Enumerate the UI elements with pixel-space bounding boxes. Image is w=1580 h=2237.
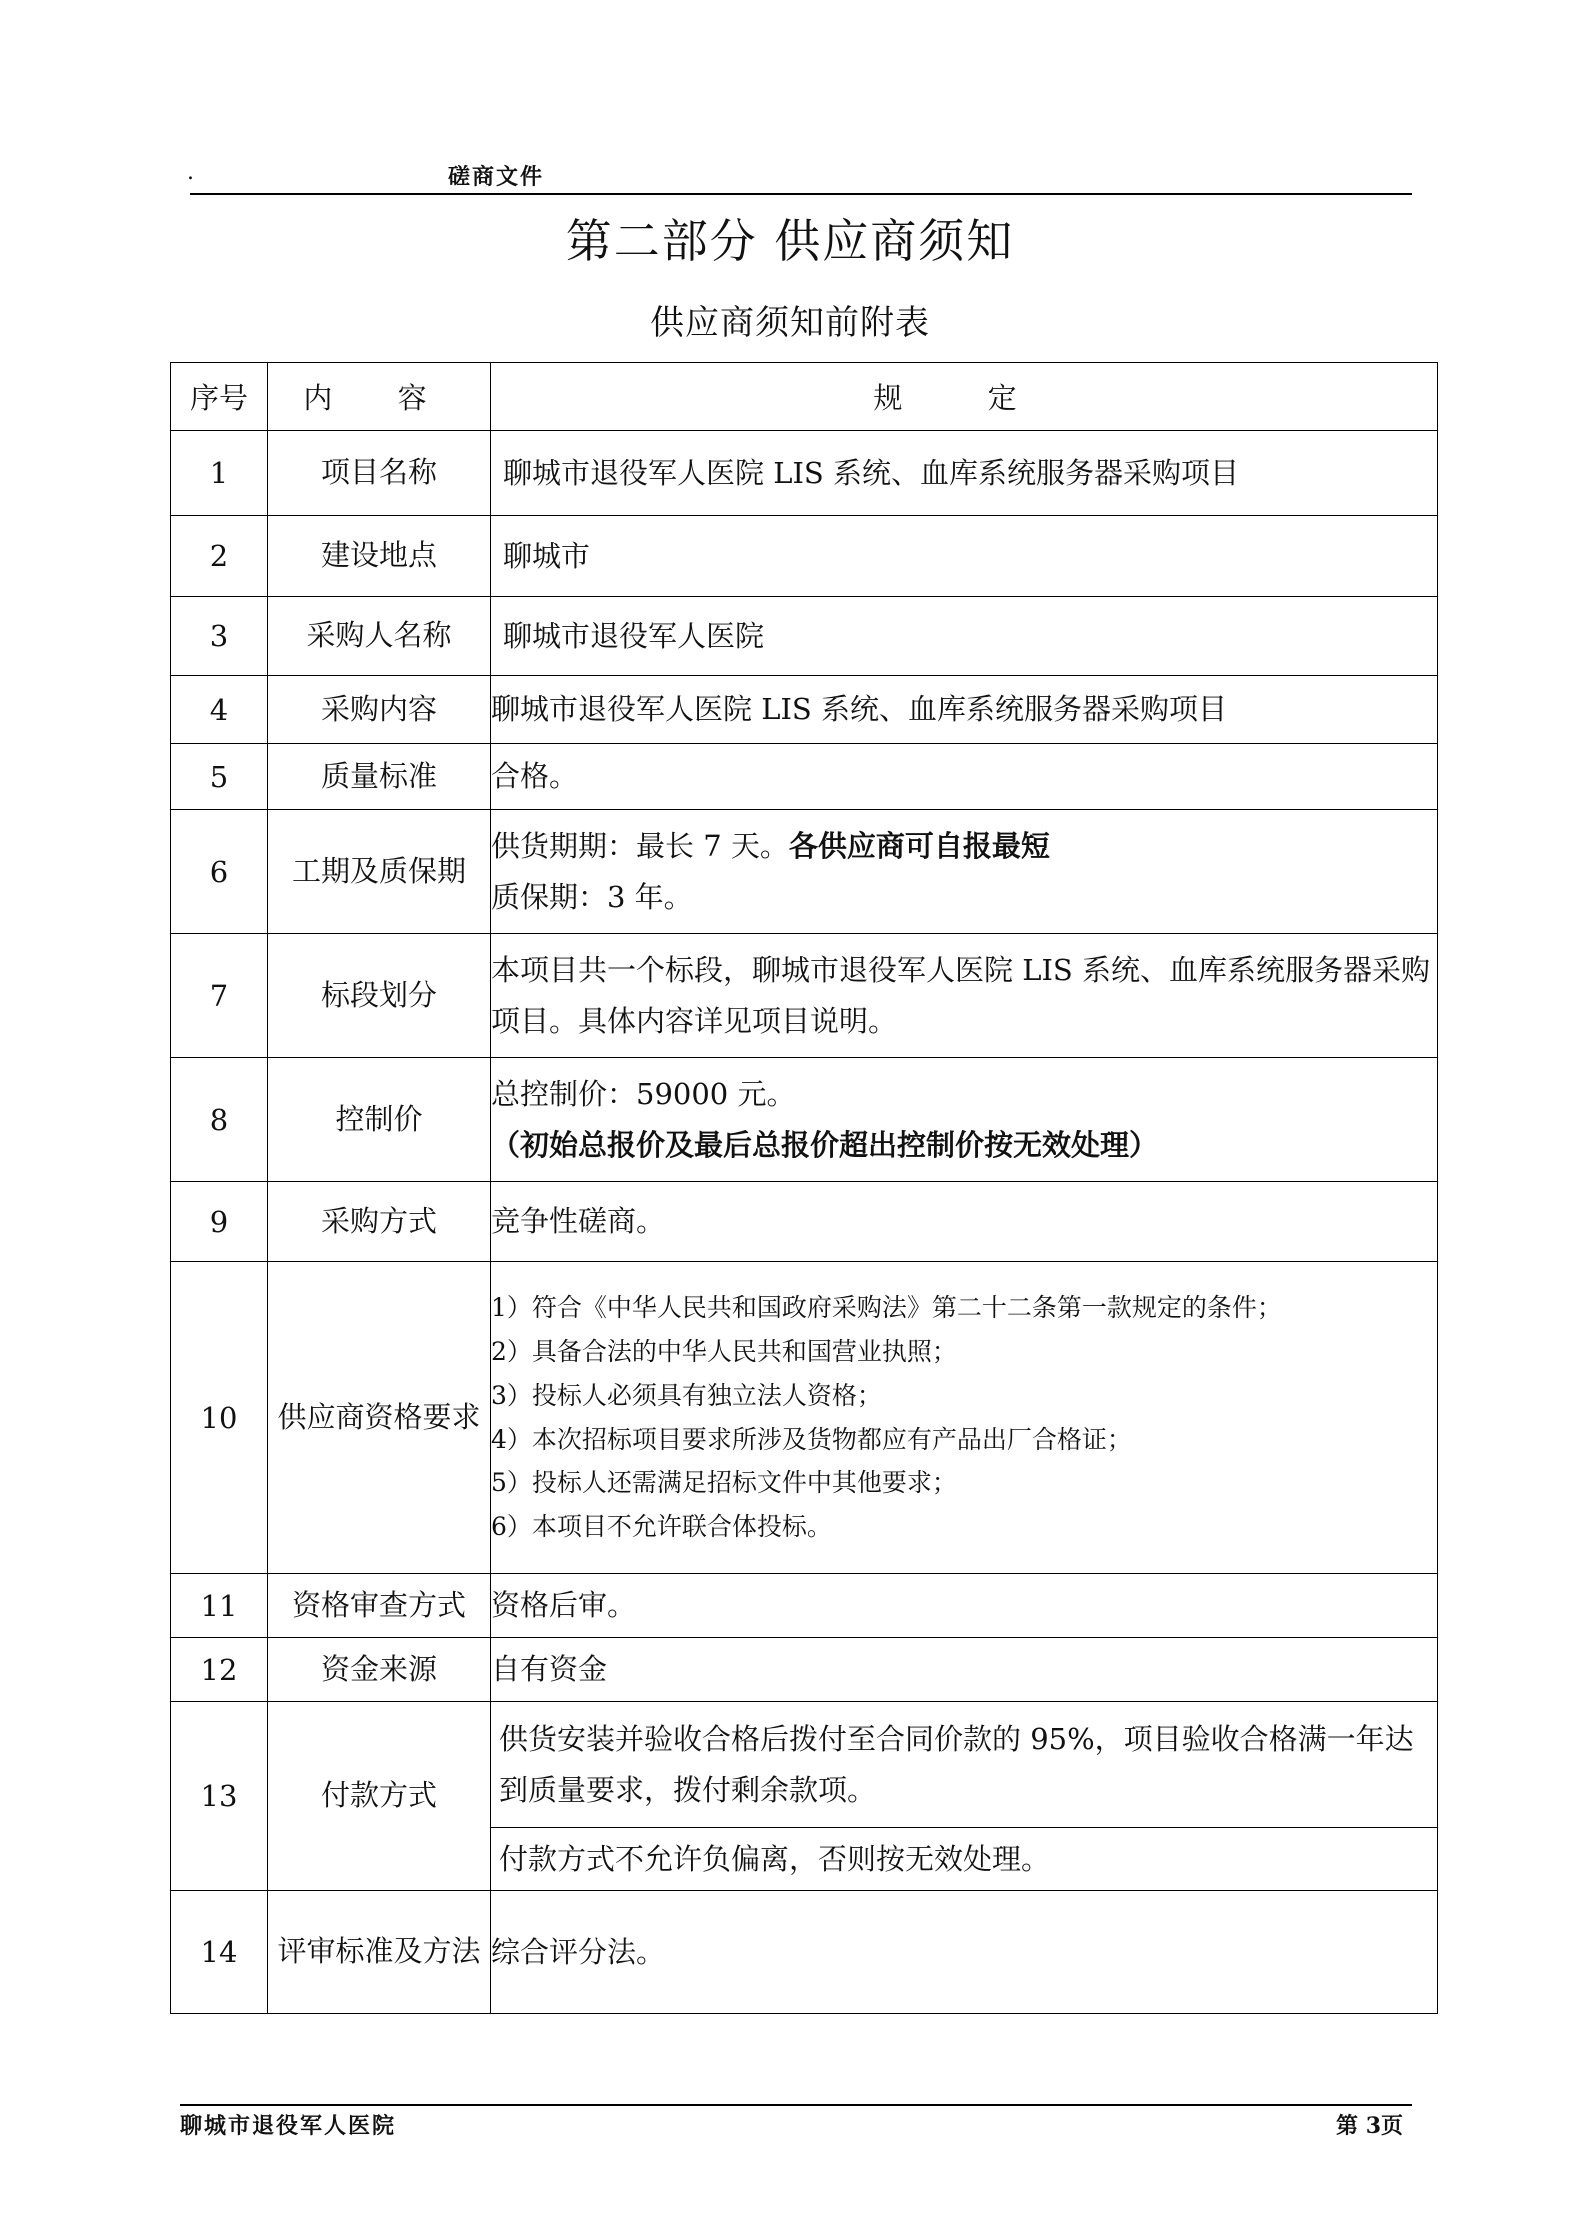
table-row xyxy=(171,676,1438,744)
row-no: 2 xyxy=(171,516,268,597)
row-rule: 综合评分法。 xyxy=(491,1891,1438,2014)
row-item: 采购内容 xyxy=(268,676,491,744)
row-item: 质量标准 xyxy=(268,744,491,810)
table-row xyxy=(171,810,1438,934)
header-content: 内 容 xyxy=(268,363,491,431)
row-rule: 总控制价：59000 元。（初始总报价及最后总报价超出控制价按无效处理） xyxy=(491,1058,1438,1182)
table-row xyxy=(171,1262,1438,1574)
row-rule: 资格后审。 xyxy=(491,1574,1438,1638)
footer-organization: 聊城市退役军人医院 xyxy=(180,2113,397,2139)
row-item: 付款方式 xyxy=(268,1702,491,1891)
table-row xyxy=(171,1574,1438,1638)
row-item: 工期及质保期 xyxy=(268,810,491,934)
supplier-notice-table xyxy=(170,362,1438,2014)
row-rule: 合格。 xyxy=(491,744,1438,810)
table-row xyxy=(171,1891,1438,2014)
row-no: 1 xyxy=(171,431,268,516)
row-rule: 聊城市退役军人医院 LIS 系统、血库系统服务器采购项目 xyxy=(491,676,1438,744)
footer-page-number: 第 3页 xyxy=(1336,2113,1403,2139)
row-item: 采购方式 xyxy=(268,1182,491,1262)
table-row xyxy=(171,1638,1438,1702)
row-no: 12 xyxy=(171,1638,268,1702)
row-item: 控制价 xyxy=(268,1058,491,1182)
list-item: 5）投标人还需满足招标文件中其他要求； xyxy=(491,1468,957,1498)
list-item: 6）本项目不允许联合体投标。 xyxy=(491,1512,832,1541)
row-rule: 本项目共一个标段，聊城市退役军人医院 LIS 系统、血库系统服务器采购项目。具体内容详见项目说明。 xyxy=(491,934,1438,1058)
row-item: 项目名称 xyxy=(268,431,491,516)
row-no: 5 xyxy=(171,744,268,810)
table-row xyxy=(171,431,1438,516)
row-item: 标段划分 xyxy=(268,934,491,1058)
list-item: 2）具备合法的中华人民共和国营业执照； xyxy=(491,1337,957,1366)
footer-rule xyxy=(180,2104,1412,2106)
row-no: 4 xyxy=(171,676,268,744)
row-rule: 聊城市退役军人医院 LIS 系统、血库系统服务器采购项目 xyxy=(491,431,1438,516)
row-rule: 聊城市 xyxy=(491,516,1438,597)
row-rule: 竞争性磋商。 xyxy=(491,1182,1438,1262)
row-item: 评审标准及方法 xyxy=(268,1891,491,2014)
row-no: 11 xyxy=(171,1574,268,1638)
row-item: 资金来源 xyxy=(268,1638,491,1702)
table-row xyxy=(171,597,1438,676)
row-no: 14 xyxy=(171,1891,268,2014)
page-title: 第二部分 供应商须知 xyxy=(565,214,1015,268)
row-no: 3 xyxy=(171,597,268,676)
row-rule: 聊城市退役军人医院 xyxy=(491,597,1438,676)
row-no: 13 xyxy=(171,1702,268,1891)
row-no: 10 xyxy=(171,1262,268,1574)
list-item: 4）本次招标项目要求所涉及货物都应有产品出厂合格证； xyxy=(491,1424,1132,1454)
row-no: 8 xyxy=(171,1058,268,1182)
table-row xyxy=(171,1702,1438,1891)
row-no: 7 xyxy=(171,934,268,1058)
header-dot: . xyxy=(187,160,194,185)
table-row xyxy=(171,516,1438,597)
header-rule: 规 定 xyxy=(491,363,1438,431)
row-rule: 供货安装并验收合格后拨付至合同价款的 95%，项目验收合格满一年达到质量要求，拨付剩余款项。 付款方式不允许负偏离，否则按无效处理。 xyxy=(491,1702,1438,1891)
row-rule: 自有资金 xyxy=(491,1638,1438,1702)
list-item: 3）投标人必须具有独立法人资格； xyxy=(491,1380,882,1410)
header-rule xyxy=(190,193,1412,195)
row-no: 9 xyxy=(171,1182,268,1262)
row-item: 供应商资格要求 xyxy=(268,1262,491,1574)
table-row xyxy=(171,934,1438,1058)
row-item: 采购人名称 xyxy=(268,597,491,676)
row-item: 资格审查方式 xyxy=(268,1574,491,1638)
table-row xyxy=(171,744,1438,810)
header-doc-type: 磋商文件 xyxy=(448,164,545,190)
list-item: 1）符合《中华人民共和国政府采购法》第二十二条第一款规定的条件； xyxy=(491,1293,1282,1323)
table-row xyxy=(171,1058,1438,1182)
row-rule-list xyxy=(491,1262,1438,1574)
table-header-row xyxy=(171,363,1438,431)
page-subtitle: 供应商须知前附表 xyxy=(650,303,930,343)
table-row xyxy=(171,1182,1438,1262)
row-item: 建设地点 xyxy=(268,516,491,597)
row-no: 6 xyxy=(171,810,268,934)
row-rule: 供货期期：最长 7 天。各供应商可自报最短 质保期：3 年。 xyxy=(491,810,1438,934)
header-no: 序号 xyxy=(171,363,268,431)
